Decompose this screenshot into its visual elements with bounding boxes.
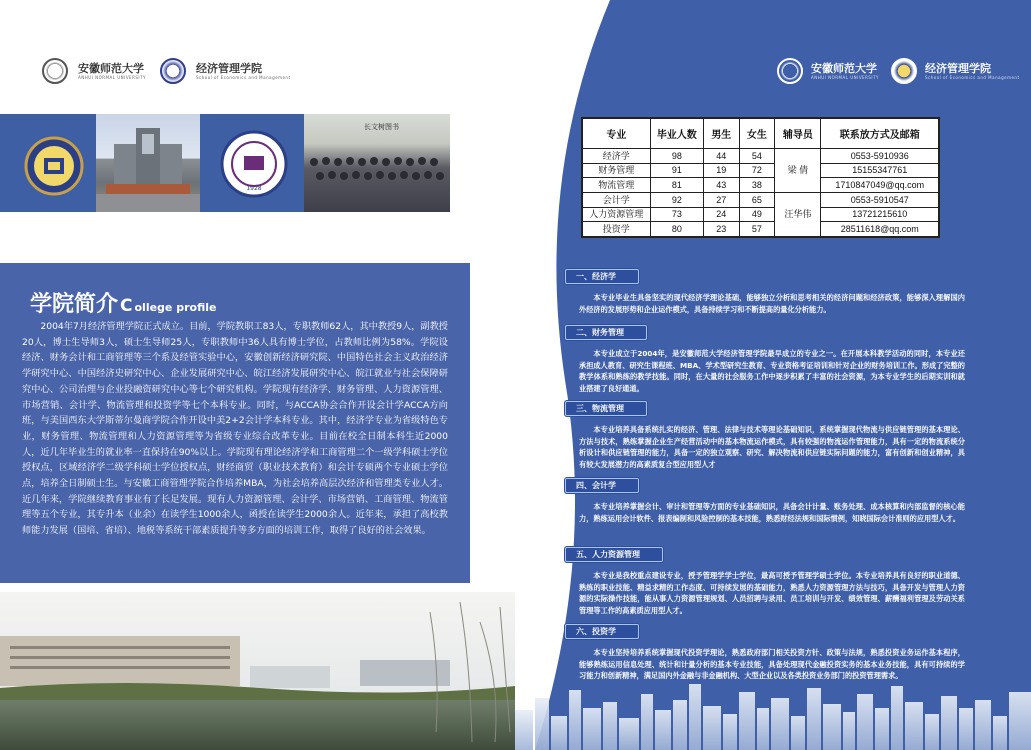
cell-contact: 0553-5910547 — [821, 192, 939, 207]
header-counselor: 辅导员 — [775, 119, 821, 149]
cell-male: 44 — [704, 149, 740, 164]
cell-contact: 1710847049@qq.com — [821, 178, 939, 193]
university-name-en: ANHUI NORMAL UNIVERSITY — [811, 74, 879, 80]
section-text: 本专业成立于2004年，是安徽师范大学经济管理学院最早成立的专业之一。在开展本科教学活动的同时，本专业还承担成人教育、研究生课程班、MBA、学术型研究生教育、专业资格考证培训和针对企业的财务培训工作。形成了完整的教学体系和熟练的教学技能。同时，在大量的社会服务工作中逐步积累了丰富的社会资源，为本专业学生的后期实训和就业搭建了良好通道。 — [579, 349, 965, 393]
section-tag: 四、会计学 — [565, 478, 639, 493]
table-row — [583, 178, 939, 193]
school-name-cn: 经济管理学院 — [924, 61, 991, 75]
cell-female: 57 — [739, 222, 775, 237]
section-tag: 六、投资学 — [565, 624, 639, 639]
building-photo — [96, 114, 200, 212]
cell-male: 24 — [704, 207, 740, 222]
school-name-cn: 经济管理学院 — [195, 61, 262, 75]
header-contact: 联系放方式及邮箱 — [821, 119, 939, 149]
right-page — [515, 0, 1031, 750]
section-financial-management — [565, 320, 965, 394]
intro-title-en-initial: C — [120, 296, 133, 316]
cell-graduates: 92 — [650, 192, 703, 207]
cell-graduates: 98 — [650, 149, 703, 164]
photo-strip — [0, 114, 450, 212]
cell-major: 人力资源管理 — [583, 207, 651, 222]
cell-male: 19 — [704, 163, 740, 178]
cell-graduates: 80 — [650, 222, 703, 237]
table-row — [583, 222, 939, 237]
table-row — [583, 163, 939, 178]
section-tag: 二、财务管理 — [565, 325, 647, 340]
cell-female: 38 — [739, 178, 775, 193]
university-seal-icon — [42, 58, 68, 84]
section-tag: 五、人力资源管理 — [565, 547, 663, 562]
section-text: 本专业毕业生具备坚实的现代经济学理论基础，能够独立分析和思考相关的经济问题和经济政策，能够深入理解国内外经济的发展形势和企业运作模式，具备持续学习和不断提高的量化分析能力。 — [579, 293, 965, 314]
university-seal-large-icon — [202, 114, 302, 212]
cell-female: 65 — [739, 192, 775, 207]
university-name — [78, 63, 146, 80]
school-emblem-icon — [0, 114, 95, 212]
cell-graduates: 81 — [650, 178, 703, 193]
intro-title — [30, 287, 216, 318]
section-economics — [565, 264, 965, 315]
school-logo-icon — [160, 58, 186, 84]
left-page — [0, 0, 515, 750]
photo-caption: 长文树图书 — [364, 123, 399, 131]
school-logo-icon — [891, 58, 917, 84]
cell-contact: 0553-5910936 — [821, 149, 939, 164]
header-male: 男生 — [704, 119, 740, 149]
header-graduates: 毕业人数 — [650, 119, 703, 149]
cell-graduates: 91 — [650, 163, 703, 178]
university-name-en: ANHUI NORMAL UNIVERSITY — [78, 74, 146, 80]
svg-text:1928: 1928 — [246, 185, 262, 192]
table-header-row — [583, 119, 939, 149]
cell-female: 49 — [739, 207, 775, 222]
cell-major: 投资学 — [583, 222, 651, 237]
section-text: 本专业培养具备系统扎实的经济、管理、法律与技术等理论基础知识，系统掌握现代物流与供应链管理的基本理论、方法与技术，熟练掌握企业生产经营活动中的基本物流运作模式，具有较强的物流运作管理能力，具有一定的物流系统分析设计和供应链管理的能力，具备一定的独立观察、研究、解决物流和供应链实际问题的能力，富有创新和创业精神，具有较大发展潜力的高素质复合型应用型人才 — [579, 425, 965, 469]
section-tag: 一、经济学 — [565, 269, 639, 284]
intro-title-cn: 学院简介 — [30, 292, 119, 317]
cell-female: 72 — [739, 163, 775, 178]
right-logo-row — [777, 58, 1020, 84]
cell-counselor: 汪华伟 — [775, 192, 821, 236]
school-name — [196, 63, 291, 80]
cell-major: 财务管理 — [583, 163, 651, 178]
school-name — [925, 63, 1020, 80]
cell-major: 经济学 — [583, 149, 651, 164]
building-illustration — [96, 114, 200, 212]
group-people-illustration — [304, 114, 450, 212]
header-female: 女生 — [739, 119, 775, 149]
cell-contact: 28511618@qq.com — [821, 222, 939, 237]
cell-counselor: 梁 倩 — [775, 149, 821, 193]
section-text: 本专业培养掌握会计、审计和管理等方面的专业基础知识，具备会计计量、账务处理、成本核算和内部监督的核心能力，熟练运用会计软件、报表编制和风险控制的基本技能，熟悉财经法规和国际惯例，知晓国际会计准则的应用型人才。 — [579, 502, 965, 523]
cell-contact: 15155347761 — [821, 163, 939, 178]
school-name-en: School of Economics and Management — [924, 74, 1020, 80]
cell-major: 会计学 — [583, 192, 651, 207]
intro-text: 2004年7月经济管理学院正式成立。目前，学院教职工83人，专职教师62人，其中教授9人，副教授20人，博士生导师3人，硕士生导师25人，专职教师中36人具有博士学位，占教师比例为58%。学院设经济、财务会计和工商管理等三个系及经管实验中心，安徽创新经济研究院、中国特色社会主义政治经济学研究中心、中国经济史研究中心、企业发展研究中心、皖江经济发展研究中心、皖江就业与社会保障研究中心、公司治理与企业投融资研究中心等七个研究机构。学院现有经济学、财务管理、人力资源管理、市场营销、会计学、物流管理和投资学等七个本科专业。同时，与ACCA协会合作开设会计学ACCA方向班，与美国西东大学斯蒂尔曼商学院合作开设中美2+2会计学本科专业。其中，经济学专业为省级特色专业，财务管理、物流管理和人力资源管理等为省级专业综合改革专业。目前在校全日制本科生近2000人，近几年毕业生的就业率一直保持在90%以上。学院现有理论经济学和工商管理二个一级学科硕士学位授权点，区域经济学二级学科硕士学位授权点，财经商贸（职业技术教育）和会计专硕两个专业硕士学位点，培养全日制硕士生。与安徽工商管理学院合作培养MBA，为社会培养高层次经济和管理类专业人才。近几年来，学院继续教育事业有了长足发展。现有人力资源管理、会计学、市场营销、工商管理、物流管理等五个专业，其专升本（业余）在读学生1000余人，函授在读学生2000余人。近年来，承担了高校教师能力发展（国培、省培）、地税等系统干部素质提升等多方面的培训工作，取得了良好的社会效果。 — [22, 321, 448, 537]
university-seal-photo — [202, 114, 302, 212]
section-tag: 三、物流管理 — [565, 401, 647, 416]
table-row — [583, 207, 939, 222]
cell-contact: 13721215610 — [821, 207, 939, 222]
city-skyline-illustration — [515, 680, 1031, 750]
cell-male: 27 — [704, 192, 740, 207]
cell-male: 23 — [704, 222, 740, 237]
cell-female: 54 — [739, 149, 775, 164]
intro-panel — [0, 263, 470, 583]
university-name — [811, 63, 879, 80]
section-logistics-management — [565, 396, 965, 470]
header-major: 专业 — [583, 119, 651, 149]
section-accounting — [565, 473, 965, 524]
graduates-table — [581, 117, 940, 238]
cell-male: 43 — [704, 178, 740, 193]
university-name-cn: 安徽师范大学 — [78, 61, 144, 75]
school-name-en: School of Economics and Management — [195, 74, 291, 80]
cell-major: 物流管理 — [583, 178, 651, 193]
cell-graduates: 73 — [650, 207, 703, 222]
university-seal-icon — [777, 58, 803, 84]
table-row — [583, 192, 939, 207]
section-human-resources — [565, 542, 965, 616]
group-photo — [304, 114, 450, 212]
campus-landscape-illustration — [0, 592, 515, 750]
section-text: 本专业坚持培养系统掌握现代投资学理论，熟悉政府部门相关投资方针、政策与法规，熟悉投资业务运作基本程序，能够熟练运用信息处理、统计和计量分析的基本专业技能，具备处理现代金融投资实务的基本业务技能，具有可持续的学习能力和创新精神，满足国内外金融与非金融机构、大型企业以及各类投资业务部门的投资管理需求。 — [579, 648, 965, 680]
section-investment — [565, 619, 965, 682]
graduates-table-grid — [582, 118, 939, 237]
university-name-cn: 安徽师范大学 — [811, 61, 877, 75]
campus-landscape-photo — [0, 592, 515, 750]
section-text: 本专业是我校重点建设专业，授予管理学学士学位，最高可授予管理学硕士学位。本专业培养具有良好的职业道德、熟练的职业技能、精益求精的工作态度、可持续发展的基础能力，熟悉人力资源管理方法与技巧，具备开发与管理人力资源的实际操作技能，能从事人力资源管理规划、人员招聘与录用、员工培训与开发、绩效管理、薪酬福利管理及劳动关系管理等工作的高素质应用型人才。 — [579, 571, 965, 615]
intro-title-en-rest: ollege profile — [134, 301, 217, 314]
table-row — [583, 149, 939, 164]
school-emblem-photo — [0, 114, 95, 212]
logo-row — [42, 58, 291, 84]
